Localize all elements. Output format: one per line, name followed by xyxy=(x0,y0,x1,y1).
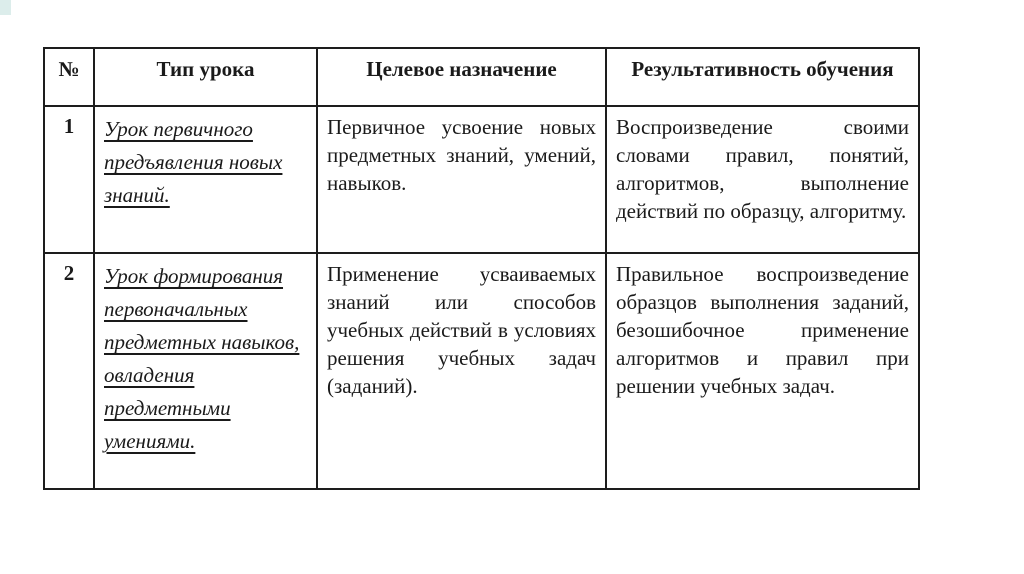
header-learning-result: Результативность обучения xyxy=(606,48,919,106)
row-number: 1 xyxy=(44,106,94,253)
lesson-type-text: Урок формирования первоначальных предметных навыков, овладения предметными умениями. xyxy=(104,264,300,453)
learning-result-cell: Воспроизведение своими словами правил, понятий, алгоритмов, выполнение действий по образцу, алгоритму. xyxy=(606,106,919,253)
header-number: № xyxy=(44,48,94,106)
header-target-purpose: Целевое назначение xyxy=(317,48,606,106)
lesson-type-cell xyxy=(94,106,317,253)
table-header-row xyxy=(44,48,919,106)
header-lesson-type: Тип урока xyxy=(94,48,317,106)
lesson-types-table xyxy=(43,47,920,490)
row-number: 2 xyxy=(44,253,94,489)
corner-artifact xyxy=(0,0,11,15)
lesson-type-text: Урок первичного предъявления новых знаний. xyxy=(104,117,283,207)
table-row xyxy=(44,106,919,253)
lesson-type-cell xyxy=(94,253,317,489)
target-purpose-cell: Первичное усвоение новых предметных знаний, умений, навыков. xyxy=(317,106,606,253)
table-row xyxy=(44,253,919,489)
target-purpose-cell: Применение усваиваемых знаний или способов учебных действий в условиях решения учебных задач (заданий). xyxy=(317,253,606,489)
learning-result-cell: Правильное воспроизведение образцов выполнения заданий, безошибочное применение алгоритмов и правил при решении учебных задач. xyxy=(606,253,919,489)
